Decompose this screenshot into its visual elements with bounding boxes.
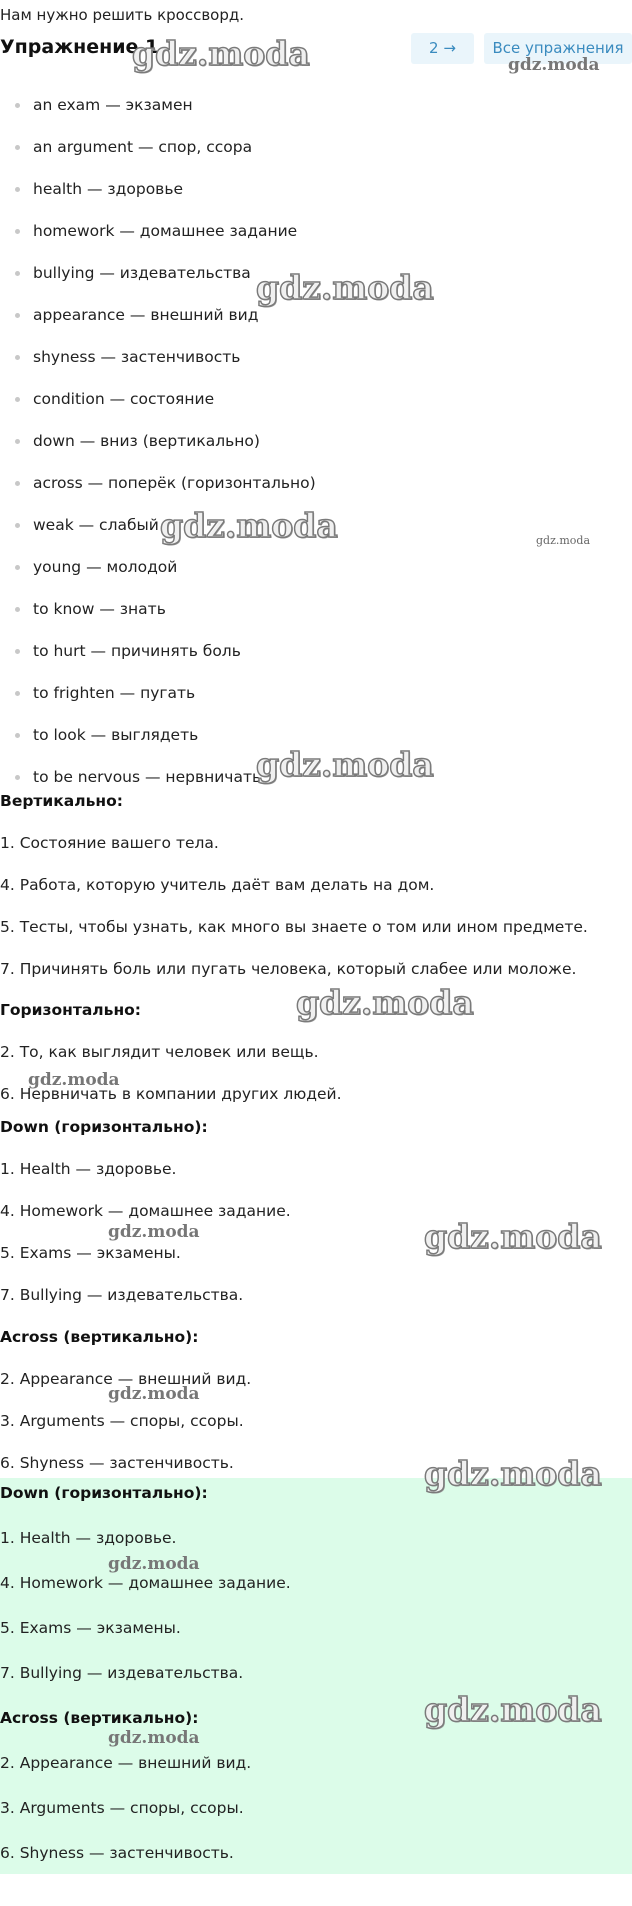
clue-line: 4. Работа, которую учитель даёт вам делать на дом. <box>0 876 435 894</box>
list-item: condition — состояние <box>0 378 316 420</box>
list-item: across — поперёк (горизонтально) <box>0 462 316 504</box>
watermark: gdz.moda <box>424 1690 602 1729</box>
list-item: to look — выглядеть <box>0 714 316 756</box>
answer-line: 6. Shyness — застенчивость. <box>0 1844 234 1862</box>
watermark: gdz.moda <box>424 1454 602 1493</box>
answer-line: 5. Exams — экзамены. <box>0 1244 181 1262</box>
list-item: to frighten — пугать <box>0 672 316 714</box>
answer-line: 6. Shyness — застенчивость. <box>0 1454 234 1472</box>
watermark: gdz.moda <box>424 1217 602 1256</box>
list-item: appearance — внешний вид <box>0 294 316 336</box>
watermark: gdz.moda <box>256 268 434 307</box>
watermark: gdz.moda <box>160 506 338 545</box>
answer-line: 3. Arguments — споры, ссоры. <box>0 1412 244 1430</box>
final-down-heading: Down (горизонтально): <box>0 1484 208 1502</box>
list-item: young — молодой <box>0 546 316 588</box>
list-item: an argument — спор, ссора <box>0 126 316 168</box>
answer-line: 3. Arguments — споры, ссоры. <box>0 1799 244 1817</box>
list-item: to hurt — причинять боль <box>0 630 316 672</box>
clue-line: 6. Нервничать в компании других людей. <box>0 1085 342 1103</box>
clue-line: 1. Состояние вашего тела. <box>0 834 219 852</box>
answer-line: 7. Bullying — издевательства. <box>0 1664 244 1682</box>
clue-line: 5. Тесты, чтобы узнать, как много вы знаете о том или ином предмете. <box>0 918 588 936</box>
watermark: gdz.moda <box>296 983 474 1022</box>
answer-line: 4. Homework — домашнее задание. <box>0 1574 291 1592</box>
watermark: gdz.moda <box>132 34 310 73</box>
answer-line: 2. Appearance — внешний вид. <box>0 1370 252 1388</box>
list-item: bullying — издевательства <box>0 252 316 294</box>
answer-line: 5. Exams — экзамены. <box>0 1619 181 1637</box>
watermark: gdz.moda <box>108 1554 200 1574</box>
answer-line: 7. Bullying — издевательства. <box>0 1286 244 1304</box>
watermark: gdz.moda <box>256 745 434 784</box>
next-exercise-button[interactable]: 2 → <box>411 33 474 64</box>
list-item: an exam — экзамен <box>0 84 316 126</box>
answer-line: 1. Health — здоровье. <box>0 1160 177 1178</box>
list-item: weak — слабый <box>0 504 316 546</box>
vertical-clues-heading: Вертикально: <box>0 792 123 810</box>
answer-line: 2. Appearance — внешний вид. <box>0 1754 252 1772</box>
answer-line: 1. Health — здоровье. <box>0 1529 177 1547</box>
watermark: gdz.moda <box>508 55 600 75</box>
final-across-heading: Across (вертикально): <box>0 1709 199 1727</box>
clue-line: 2. То, как выглядит человек или вещь. <box>0 1043 319 1061</box>
all-exercises-button[interactable]: Все упражнения <box>484 33 632 64</box>
list-item: homework — домашнее задание <box>0 210 316 252</box>
list-item: shyness — застенчивость <box>0 336 316 378</box>
watermark: gdz.moda <box>108 1384 200 1404</box>
list-item: down — вниз (вертикально) <box>0 420 316 462</box>
list-item: health — здоровье <box>0 168 316 210</box>
across-answers-heading: Across (вертикально): <box>0 1328 199 1346</box>
watermark: gdz.moda <box>108 1222 200 1242</box>
horizontal-clues-heading: Горизонтально: <box>0 1001 141 1019</box>
down-answers-heading: Down (горизонтально): <box>0 1118 208 1136</box>
watermark: gdz.moda <box>28 1070 120 1090</box>
list-item: to be nervous — нервничать <box>0 756 316 798</box>
vocabulary-list <box>0 84 316 798</box>
watermark: gdz.moda <box>108 1728 200 1748</box>
answer-line: 4. Homework — домашнее задание. <box>0 1202 291 1220</box>
intro-text: Нам нужно решить кроссворд. <box>0 6 245 24</box>
clue-line: 7. Причинять боль или пугать человека, который слабее или моложе. <box>0 960 577 978</box>
watermark: gdz.moda <box>536 534 591 547</box>
list-item: to know — знать <box>0 588 316 630</box>
exercise-title: Упражнение 1 <box>0 36 159 58</box>
